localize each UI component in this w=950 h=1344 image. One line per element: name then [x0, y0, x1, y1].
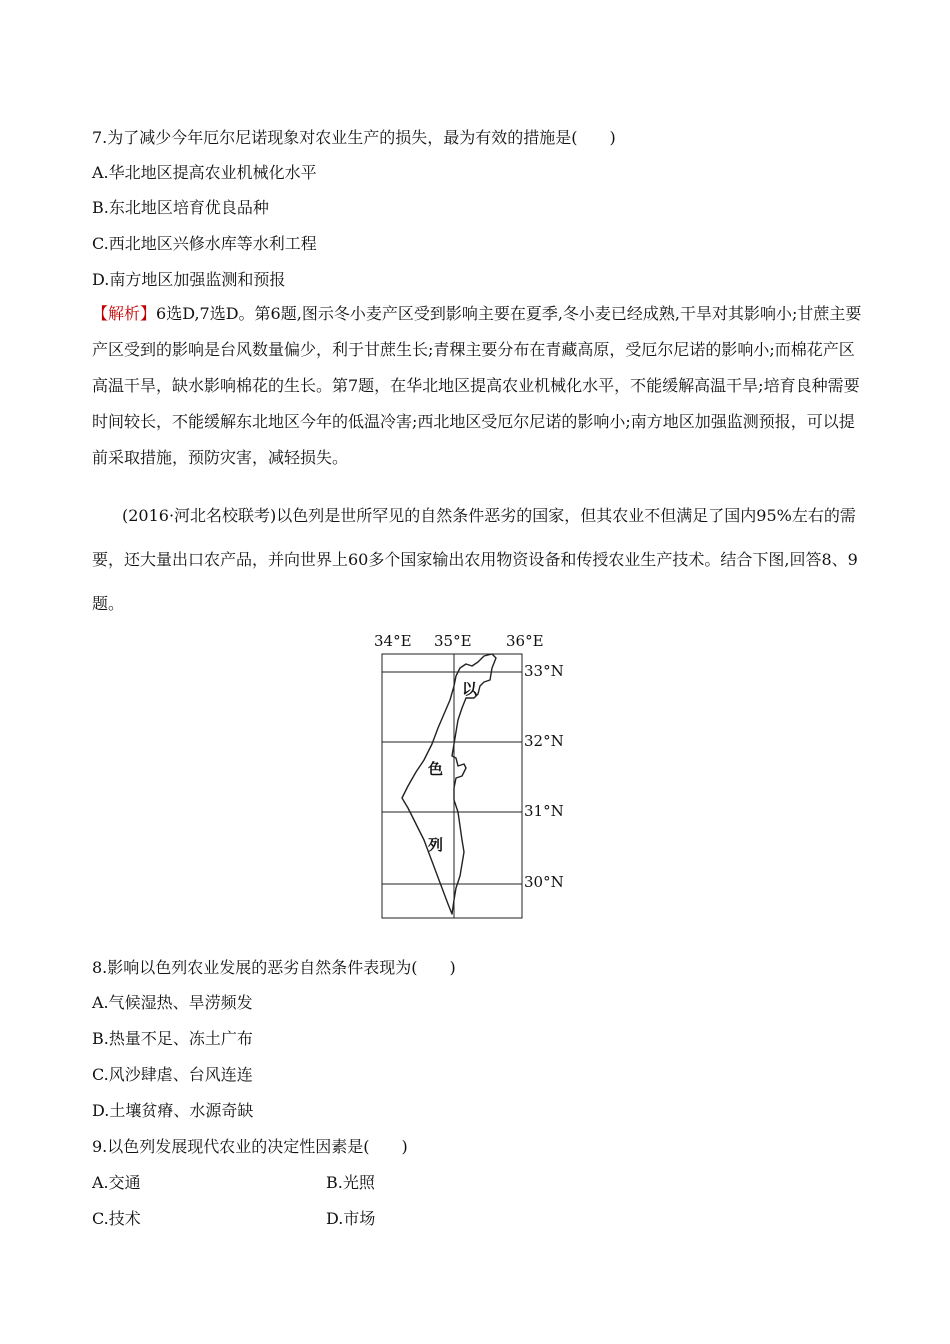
lat-label-32: 32°N [524, 732, 564, 750]
q8-option-a: A.气候湿热、旱涝频发 [92, 993, 253, 1012]
q7-option-c: C.西北地区兴修水库等水利工程 [92, 234, 317, 253]
q7-option-a: A.华北地区提高农业机械化水平 [92, 163, 317, 182]
q7-stem: 7.为了减少今年厄尔尼诺现象对农业生产的损失，最为有效的措施是( ) [92, 128, 616, 147]
explanation-tag: 【解析】 [92, 304, 157, 323]
q9-option-d: D.市场 [326, 1209, 376, 1228]
q8-option-b: B.热量不足、冻土广布 [92, 1029, 253, 1048]
q9-option-c: C.技术 [92, 1209, 141, 1228]
country-char-3: 列 [428, 836, 444, 854]
q9-option-a: A.交通 [92, 1173, 141, 1192]
q8-stem: 8.影响以色列农业发展的恶劣自然条件表现为( ) [92, 958, 456, 977]
explanation-block [92, 296, 862, 476]
lat-label-30: 30°N [524, 873, 564, 891]
israel-outline [402, 654, 496, 914]
explanation-text: 6选D,7选D。第6题,图示冬小麦产区受到影响主要在夏季,冬小麦已经成熟,干旱对其影响小;甘蔗主要产区受到的影响是台风数量偏少，利于甘蔗生长;青稞主要分布在青藏高原，受厄尔尼诺的影响小;而棉花产区高温干旱，缺水影响棉花的生长。第7题，在华北地区提高农业机械化水平，不能缓解高温干旱;培育良种需要时间较长，不能缓解东北地区今年的低温冷害;西北地区受厄尔尼诺的影响小;南方地区加强监测预报，可以提前采取措施，预防灾害，减轻损失。 [92, 304, 862, 467]
lon-label-34: 34°E [374, 632, 412, 650]
q8-option-c: C.风沙肆虐、台风连连 [92, 1065, 253, 1084]
intro-paragraph: (2016·河北名校联考)以色列是世所罕见的自然条件恶劣的国家，但其农业不但满足了国内95%左右的需要，还大量出口农产品，并向世界上60多个国家输出农用物资设备和传授农业生产技术。结合下图,回答8、9题。 [92, 506, 858, 613]
lat-label-31: 31°N [524, 802, 564, 820]
q7-option-d: D.南方地区加强监测和预报 [92, 270, 286, 289]
q9-stem: 9.以色列发展现代农业的决定性因素是( ) [92, 1137, 408, 1156]
q9-option-b: B.光照 [326, 1173, 375, 1192]
country-char-1: 以 [462, 680, 478, 698]
lon-label-35: 35°E [434, 632, 472, 650]
q8-option-d: D.土壤贫瘠、水源奇缺 [92, 1101, 254, 1120]
q7-option-b: B.东北地区培育优良品种 [92, 198, 269, 217]
israel-map [370, 628, 580, 924]
lon-label-36: 36°E [506, 632, 544, 650]
country-char-2: 色 [428, 760, 444, 778]
lat-label-33: 33°N [524, 662, 564, 680]
